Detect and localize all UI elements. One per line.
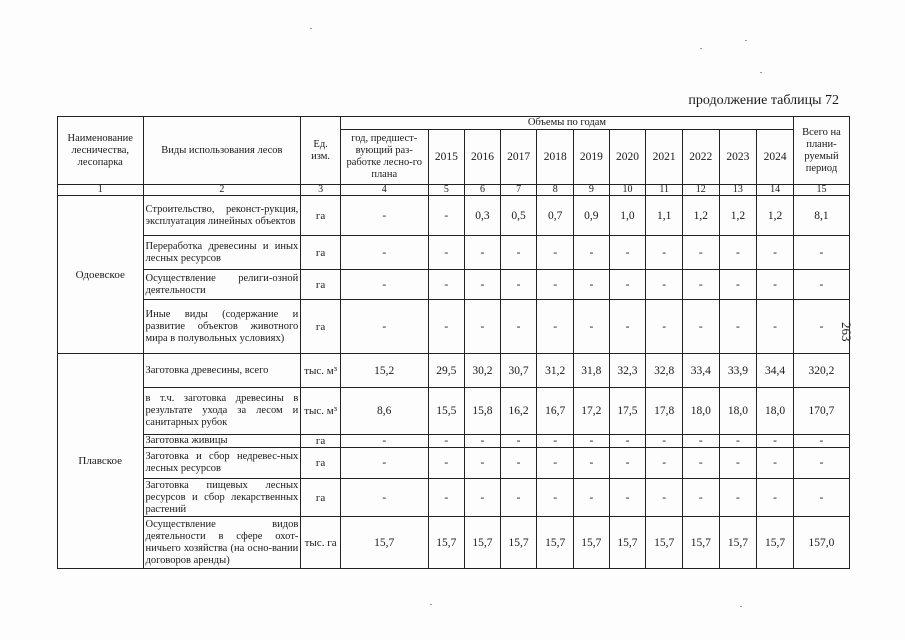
value-cell: - <box>465 479 501 517</box>
header-year: 2017 <box>500 130 537 185</box>
value-cell: - <box>793 448 849 479</box>
value-cell: - <box>609 448 646 479</box>
header-year: 2020 <box>609 130 646 185</box>
value-cell: - <box>428 270 465 300</box>
value-cell: 16,7 <box>537 388 574 435</box>
value-cell: 17,2 <box>574 388 610 435</box>
value-cell: - <box>574 300 610 354</box>
value-cell: 34,4 <box>757 354 794 388</box>
value-cell: 33,4 <box>682 354 719 388</box>
column-number: 3 <box>301 185 341 196</box>
use-type: Переработка древесины и иных лесных ресурсов <box>143 236 301 270</box>
use-type: Осуществление видов деятельности в сфере охот-ничьего хозяйства (на осно-вании договоров аренды) <box>143 517 301 569</box>
value-cell: - <box>793 300 849 354</box>
value-cell: 15,7 <box>609 517 646 569</box>
value-cell: - <box>682 236 719 270</box>
value-cell: 0,9 <box>574 196 610 236</box>
value-cell: - <box>609 479 646 517</box>
value-cell: - <box>428 196 465 236</box>
value-cell: - <box>682 479 719 517</box>
value-cell: - <box>340 236 428 270</box>
table-row <box>58 196 850 236</box>
value-cell: 0,7 <box>537 196 574 236</box>
value-cell: 18,0 <box>682 388 719 435</box>
use-type: Заготовка живицы <box>143 435 301 448</box>
header-forestry: Наименование лесничества, лесопарка <box>58 117 144 185</box>
table-row <box>58 236 850 270</box>
header-year: 2023 <box>719 130 757 185</box>
value-cell: - <box>465 236 501 270</box>
value-cell: - <box>537 479 574 517</box>
forest-use-table <box>57 116 850 569</box>
value-cell: 0,5 <box>500 196 537 236</box>
table-row <box>58 300 850 354</box>
unit: тыс. га <box>301 517 341 569</box>
column-number: 4 <box>340 185 428 196</box>
use-type: Строительство, реконст-рукция, эксплуатация линейных объектов <box>143 196 301 236</box>
column-number: 5 <box>428 185 465 196</box>
value-cell: 1,2 <box>757 196 794 236</box>
value-cell: - <box>428 236 465 270</box>
value-cell: 17,5 <box>609 388 646 435</box>
use-type: Заготовка и сбор недревес-ных лесных ресурсов <box>143 448 301 479</box>
value-cell: 17,8 <box>646 388 683 435</box>
value-cell: 15,7 <box>428 517 465 569</box>
value-cell: - <box>537 236 574 270</box>
unit: га <box>301 196 341 236</box>
value-cell: - <box>428 300 465 354</box>
value-cell: - <box>719 236 757 270</box>
value-cell: - <box>340 270 428 300</box>
value-cell: 0,3 <box>465 196 501 236</box>
value-cell: - <box>793 270 849 300</box>
unit: га <box>301 448 341 479</box>
value-cell: - <box>646 448 683 479</box>
value-cell: - <box>682 270 719 300</box>
value-cell: - <box>719 435 757 448</box>
value-cell: 1,2 <box>682 196 719 236</box>
value-cell: - <box>719 479 757 517</box>
value-cell: 32,8 <box>646 354 683 388</box>
value-cell: - <box>537 270 574 300</box>
header-year: 2019 <box>574 130 610 185</box>
table-row <box>58 388 850 435</box>
value-cell: - <box>537 300 574 354</box>
column-number: 2 <box>143 185 301 196</box>
value-cell: - <box>574 448 610 479</box>
value-cell: - <box>609 236 646 270</box>
unit: тыс. м³ <box>301 388 341 435</box>
unit: тыс. м³ <box>301 354 341 388</box>
page-number: 263 <box>839 322 854 342</box>
column-number: 14 <box>757 185 794 196</box>
value-cell: 1,1 <box>646 196 683 236</box>
value-cell: 157,0 <box>793 517 849 569</box>
scan-noise <box>430 604 432 605</box>
value-cell: - <box>609 270 646 300</box>
value-cell: - <box>793 479 849 517</box>
value-cell: 31,2 <box>537 354 574 388</box>
unit: га <box>301 479 341 517</box>
value-cell: 15,5 <box>428 388 465 435</box>
use-type: Заготовка древесины, всего <box>143 354 301 388</box>
column-number: 7 <box>500 185 537 196</box>
column-number: 6 <box>465 185 501 196</box>
forestry-name: Плавское <box>58 354 144 569</box>
value-cell: 15,8 <box>465 388 501 435</box>
use-type: Иные виды (содержание и развитие объектов животного мира в полувольных условиях) <box>143 300 301 354</box>
value-cell: - <box>537 435 574 448</box>
scan-noise <box>760 72 762 73</box>
header-unit: Ед. изм. <box>301 117 341 185</box>
value-cell: 15,7 <box>500 517 537 569</box>
header-year: 2022 <box>682 130 719 185</box>
value-cell: 16,2 <box>500 388 537 435</box>
value-cell: 15,7 <box>682 517 719 569</box>
table-caption: продолжение таблицы 72 <box>688 93 839 108</box>
value-cell: - <box>574 270 610 300</box>
value-cell: - <box>500 448 537 479</box>
value-cell: 15,7 <box>537 517 574 569</box>
value-cell: - <box>793 236 849 270</box>
value-cell: - <box>465 435 501 448</box>
value-cell: - <box>719 448 757 479</box>
value-cell: - <box>682 300 719 354</box>
value-cell: - <box>340 479 428 517</box>
header-total: Всего на плани-руемый период <box>793 117 849 185</box>
value-cell: - <box>500 300 537 354</box>
value-cell: - <box>646 236 683 270</box>
value-cell: - <box>682 435 719 448</box>
table-row <box>58 270 850 300</box>
column-number: 12 <box>682 185 719 196</box>
column-number: 9 <box>574 185 610 196</box>
table-row <box>58 435 850 448</box>
value-cell: 31,8 <box>574 354 610 388</box>
unit: га <box>301 300 341 354</box>
scan-noise <box>740 606 742 607</box>
value-cell: 15,7 <box>574 517 610 569</box>
column-number: 1 <box>58 185 144 196</box>
value-cell: - <box>757 236 794 270</box>
value-cell: 18,0 <box>719 388 757 435</box>
value-cell: - <box>682 448 719 479</box>
value-cell: 1,2 <box>719 196 757 236</box>
unit: га <box>301 236 341 270</box>
value-cell: - <box>500 270 537 300</box>
header-year: 2018 <box>537 130 574 185</box>
value-cell: 15,7 <box>465 517 501 569</box>
scan-noise <box>745 40 747 41</box>
column-number: 13 <box>719 185 757 196</box>
value-cell: 15,7 <box>646 517 683 569</box>
header-year: 2016 <box>465 130 501 185</box>
value-cell: - <box>574 435 610 448</box>
value-cell: - <box>574 479 610 517</box>
table-row <box>58 354 850 388</box>
value-cell: - <box>719 270 757 300</box>
unit: га <box>301 435 341 448</box>
value-cell: - <box>537 448 574 479</box>
value-cell: 8,6 <box>340 388 428 435</box>
table-row <box>58 517 850 569</box>
value-cell: - <box>340 196 428 236</box>
value-cell: 33,9 <box>719 354 757 388</box>
value-cell: 1,0 <box>609 196 646 236</box>
value-cell: - <box>500 236 537 270</box>
use-type: в т.ч. заготовка древесины в результате ухода за лесом и санитарных рубок <box>143 388 301 435</box>
value-cell: - <box>719 300 757 354</box>
value-cell: - <box>757 270 794 300</box>
value-cell: - <box>646 300 683 354</box>
table-row <box>58 448 850 479</box>
value-cell: - <box>465 300 501 354</box>
value-cell: 15,7 <box>340 517 428 569</box>
value-cell: - <box>340 448 428 479</box>
column-number: 15 <box>793 185 849 196</box>
scan-noise <box>310 28 312 29</box>
value-cell: - <box>646 479 683 517</box>
value-cell: 15,7 <box>719 517 757 569</box>
value-cell: 8,1 <box>793 196 849 236</box>
value-cell: - <box>609 435 646 448</box>
use-type: Осуществление религи-озной деятельности <box>143 270 301 300</box>
value-cell: - <box>500 479 537 517</box>
value-cell: 320,2 <box>793 354 849 388</box>
value-cell: 18,0 <box>757 388 794 435</box>
header-use-types: Виды использования лесов <box>143 117 301 185</box>
value-cell: 30,2 <box>465 354 501 388</box>
value-cell: - <box>574 236 610 270</box>
value-cell: - <box>465 270 501 300</box>
value-cell: - <box>428 448 465 479</box>
column-number: 10 <box>609 185 646 196</box>
value-cell: 29,5 <box>428 354 465 388</box>
value-cell: - <box>757 448 794 479</box>
column-number: 11 <box>646 185 683 196</box>
header-year: 2021 <box>646 130 683 185</box>
value-cell: 170,7 <box>793 388 849 435</box>
value-cell: - <box>757 435 794 448</box>
value-cell: - <box>793 435 849 448</box>
value-cell: - <box>757 300 794 354</box>
value-cell: - <box>500 435 537 448</box>
header-year: 2015 <box>428 130 465 185</box>
value-cell: 32,3 <box>609 354 646 388</box>
value-cell: - <box>646 270 683 300</box>
value-cell: - <box>609 300 646 354</box>
value-cell: - <box>646 435 683 448</box>
header-prior-year: год, предшест-вующий раз-работке лесно-го плана <box>340 130 428 185</box>
header-volumes-by-year: Объемы по годам <box>340 117 793 130</box>
value-cell: - <box>428 479 465 517</box>
forestry-name: Одоевское <box>58 196 144 354</box>
value-cell: 15,2 <box>340 354 428 388</box>
value-cell: 30,7 <box>500 354 537 388</box>
table-row <box>58 479 850 517</box>
header-year: 2024 <box>757 130 794 185</box>
value-cell: - <box>428 435 465 448</box>
value-cell: - <box>340 300 428 354</box>
value-cell: 15,7 <box>757 517 794 569</box>
value-cell: - <box>757 479 794 517</box>
column-number: 8 <box>537 185 574 196</box>
unit: га <box>301 270 341 300</box>
scan-noise <box>700 48 702 49</box>
value-cell: - <box>465 448 501 479</box>
value-cell: - <box>340 435 428 448</box>
use-type: Заготовка пищевых лесных ресурсов и сбор лекарственных растений <box>143 479 301 517</box>
